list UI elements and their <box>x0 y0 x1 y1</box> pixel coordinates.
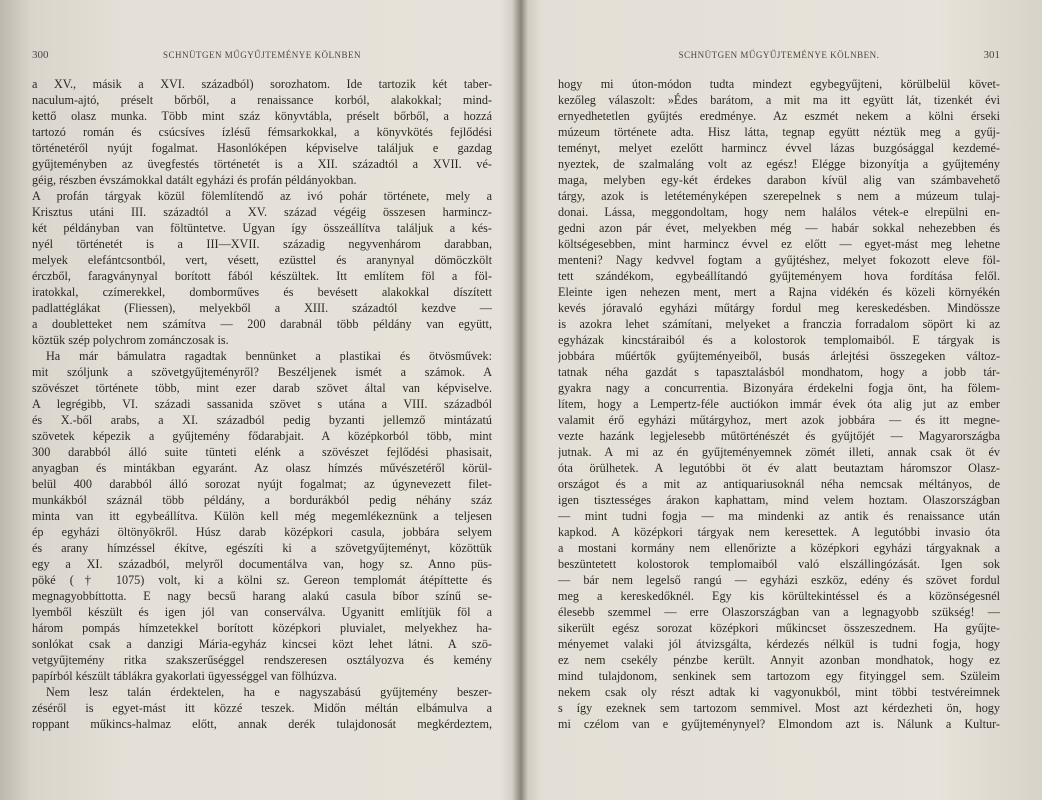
text-line: tartozó román és csúcsíves ízlésű fémsarkokkal, a könyvkötés fejlődési <box>32 125 492 139</box>
text-line: kapkod. A középkori tárgyak nem keresettek. A legutóbbi invasio óta <box>558 525 1000 539</box>
text-line: nekem csak oly részt adtak ki vagyonukból, mint többi testvéreimnek <box>558 685 1000 699</box>
text-line: és arany hímzéssel ékítve, egészíti ki a szövetgyűjteményt, közöttük <box>32 541 492 555</box>
text-line: mit szóljunk a szövetgyűjteményről? Beszéljenek ismét a számok. A <box>32 365 492 379</box>
text-line: padlattéglákat (Fliessen), melyekből a XIII. századtól kezdve — <box>32 301 492 315</box>
text-line: Krisztus utáni III. századtól a XV. század végéig összesen harmincz- <box>32 205 492 219</box>
text-line: papírból készült táblákra gyakorlati ügyességgel van fölhúzva. <box>32 669 337 683</box>
text-line: a mostani kormány nem ellenőrizte a középkori egyházi tárgyaknak a <box>558 541 1000 555</box>
text-line: tárgy, azok is letéteményképen szerepelnek s nem a múzeum tulaj- <box>558 189 1000 203</box>
text-line: ép egyházi öltönyökről. Húsz darab középkori casula, jobbára selyem <box>32 525 492 539</box>
text-line: megnagyobbíttotta. E nagy becsű harang alakú casula bíbor színű se- <box>32 589 492 603</box>
text-line: gyakra nagy a concurrentia. Bizonyára érdekelni fogja önt, ha fölem- <box>558 381 1000 395</box>
text-line: Eleinte igen nehezen ment, mert a Rajna vidékén és közeli környékén <box>558 285 1000 299</box>
text-line: ményemet valaki jól átvizsgálta, kérdezés nélkül is tudni fogja, hogy <box>558 637 1000 651</box>
text-line: tatnak néha gazdát s tapasztalásból mondhatom, hogy a jobb tár- <box>558 365 1000 379</box>
text-line: lítem, hogy a Lempertz-féle auctiókon immár évek óta alig jut az ember <box>558 397 1000 411</box>
text-line: melyek elefántcsontból, vert, vésett, ezüsttel és aranynyal dömöczkölt <box>32 253 492 267</box>
text-line: meg a kereskedőknél. Egy kis körültekintéssel és a közönségesnél <box>558 589 1000 603</box>
text-line: sonlókat csak a danzigi Mária-egyház kincsei közt lehet látni. A szö- <box>32 637 492 651</box>
text-line: naculum-ajtó, préselt bőrből, a renaissance korból, alakokkal; mind- <box>32 93 492 107</box>
right-running-head <box>558 50 1000 66</box>
text-line: ernyedhetetlen gyűjtés eredménye. Az eszmét nekem a kölni érseki <box>558 109 1000 123</box>
text-line: köztük szép polychrom zománczosak is. <box>32 333 229 347</box>
text-line: kezőleg válaszolt: »Édes barátom, a mit ma itt együtt lát, tizenkét évi <box>558 93 1000 107</box>
left-page-number: 300 <box>32 49 49 61</box>
text-line: valamit érő egyházi műtárgyhoz, mert azok jobbára — és itt megne- <box>558 413 1000 427</box>
right-page <box>558 0 1000 800</box>
text-line: igen tisztességes árakon kaphattam, mind velem hoztam. Olaszországban <box>558 493 1000 507</box>
book-gutter <box>512 0 528 800</box>
text-line: s így ezeknek sem tartozom semmivel. Most azt kérdezheti ön, hogy <box>558 701 1000 715</box>
text-line: gyűjteményben az üvegfestés történetét is a XII. századtól a XVII. vé- <box>32 157 492 171</box>
text-line: A profán tárgyak közül fölemlítendő az ivó pohár története, mely a <box>32 189 492 203</box>
right-text-block <box>558 76 1000 732</box>
text-line: 300 darabból álló suite tünteti elénk a szövészet fejlődési phasisait, <box>32 445 492 459</box>
text-line: vezte hazánk legjelesebb műtörténészét és gyűjtőjét — Magyarországba <box>558 429 1000 443</box>
text-line: jutnak. A mi az én gyűjteményemnek zömét illeti, annak csak öt év <box>558 445 1000 459</box>
text-line: érczből, faragványnyal borított fából készültek. Itt említem föl a föl- <box>32 269 492 283</box>
text-line: jobbára műértők gyűjteményeiből, busás árlejtési összegeken változ- <box>558 349 1000 363</box>
text-line: múzeum története adta. Hisz látta, tegnap együtt néztük meg a gyűj- <box>558 125 1000 139</box>
text-line: pöké († 1075) volt, ki a kölni sz. Gereon templomát átépíttette és <box>32 573 492 587</box>
text-line: anyagban és mintákban egyaránt. Az olasz hímzés művészetéről körül- <box>32 461 492 475</box>
text-line: szövetek képezik a gyűjtemény fődarabjait. A középkorból több, mint <box>32 429 492 443</box>
left-running-title: SCHNÜTGEN MŰGYŰJTEMÉNYE KÖLNBEN <box>163 50 361 60</box>
text-line: kevés jóravaló egyházi műtárgy fordul meg kereskedésben. Mindössze <box>558 301 1000 315</box>
text-line: mind tulajdonom, senkinek sem tartozom egy fityinggel sem. Szüleim <box>558 669 1000 683</box>
text-line: óta örülhetek. A legutóbbi öt év alatt beutaztam háromszor Olasz- <box>558 461 1000 475</box>
text-line: egy a XI. századból, melyről documentálva van, hogy sz. Anno püs- <box>32 557 492 571</box>
text-line: országot és a mit az antiquariusoknál néha nemcsak méltányos, de <box>558 477 1000 491</box>
text-line: mi czélom van e gyűjteménynyel? Elmondom azt is. Nálunk a Kultur- <box>558 717 1000 731</box>
text-line: — mint tudni fogja — ma mindenki az antik és renaissance után <box>558 509 1000 523</box>
text-line: sikerült egész sorozat középkori műkincset összeszednem. Ha gyűjte- <box>558 621 1000 635</box>
text-line: lyemből készült és igen jól van conserválva. Ugyanitt említjük föl a <box>32 605 492 619</box>
text-line: maga, melyben egy-két érdekes darabon kívül alig van számbavehető <box>558 173 1000 187</box>
text-line: egyházak kincstáraiból és a kolostorok templomaiból. E tárgyak is <box>558 333 1000 347</box>
text-line: géig, részben évszámokkal datált egyházi és profán példányokban. <box>32 173 357 187</box>
text-line: hogy mi úton-módon tudta mindezt egybegyűjteni, körülbelül követ- <box>558 77 1000 91</box>
text-line: Nem lesz talán érdektelen, ha e nagyszabású gyűjtemény beszer- <box>46 685 492 699</box>
text-line: is azokra lehet számítani, melyeket a franczia forradalom söpört ki az <box>558 317 1000 331</box>
text-line: minta van itt egybeállítva. Külön kell még megemlékeznünk a teljesen <box>32 509 492 523</box>
left-text-block <box>32 76 492 732</box>
text-line: nyeztek, de szalmaláng volt az egész! Elégge bizonyítja a gyűjtemény <box>558 157 1000 171</box>
text-line: donai. Lássa, meggondoltam, hogy nem halálos vétek-e elrepülni en- <box>558 205 1000 219</box>
text-line: menteni? Nagy kedvvel fogtam a gyűjtéshez, melyet fokozott eleve föl- <box>558 253 1000 267</box>
text-line: zéséről is egyet-mást itt közzé teszek. Midőn méltán elbámulva a <box>32 701 492 715</box>
text-line: A legrégibb, VI. századi sassanida szövet s utána a VIII. századból <box>32 397 492 411</box>
text-line: szövészet története több, mint ezer darab szövet által van képviselve. <box>32 381 492 395</box>
text-line: élesebb szemmel — erre Olaszországban van a legnagyobb szükség! — <box>558 605 1000 619</box>
text-line: a XV., másik a XVI. századból) sorozhatom. Ide tartozik két taber- <box>32 77 492 91</box>
left-page <box>32 0 492 800</box>
right-running-title: SCHNÜTGEN MŰGYŰJTEMÉNYE KÖLNBEN. <box>678 50 880 60</box>
left-running-head <box>32 50 492 66</box>
text-line: ez nem csekély pénzbe került. Annyit azonban mondhatok, hogy ez <box>558 653 1000 667</box>
text-line: gedni azon pár évet, melyekben még — habár sokkal nehezebben és <box>558 221 1000 235</box>
text-line: történetéről nyújt fogalmat. Hasonlóképen képviselve találjuk e gazdag <box>32 141 492 155</box>
text-line: kettő olasz munka. Több mint száz könyvtábla, préselt bőrből, a hozzá <box>32 109 492 123</box>
text-line: három pompás hímzetekkel borított középkori pluvialet, melyekhez ha- <box>32 621 492 635</box>
text-line: nyél történetét is a III—XVII. századig negyvenhárom darabban, <box>32 237 492 251</box>
text-line: beszüntetett kolostorok templomaiból való elszállingózását. Igen sok <box>558 557 1000 571</box>
text-line: két példányban van föltüntetve. Ugyan így összeállítva találjuk a kés- <box>32 221 492 235</box>
text-line: vetgyűjtemény ritka szakszerűséggel rendszeresen osztályozva és kemény <box>32 653 492 667</box>
right-page-number: 301 <box>983 49 1000 61</box>
text-line: a doubletteket nem számítva — 200 darabnál több példány van együtt, <box>32 317 492 331</box>
text-line: költségesebben, mint harmincz évvel ez előtt — egyet-mást meg lehetne <box>558 237 1000 251</box>
text-line: roppant műkincs-halmaz előtt, annak derék tulajdonosát megkérdeztem, <box>32 717 492 731</box>
text-line: — bár nem legelső rangú — egyházi eszköz, edény és szövet fordul <box>558 573 1000 587</box>
text-line: tett szándékom, egybeállítandó gyűjteményem hova fordítása felől. <box>558 269 1000 283</box>
text-line: teményt, melyet ezelőtt harmincz évvel lázas buzgósággal kezdemé- <box>558 141 1000 155</box>
text-line: belül 400 darabból álló sorozat nyújt fogalmat; az úgynevezett filet- <box>32 477 492 491</box>
text-line: munkákból száznál több példány, a bordurákból pedig néhány száz <box>32 493 492 507</box>
text-line: Ha már bámulatra ragadtak bennünket a plastikai és ötvösművek: <box>46 349 492 363</box>
text-line: és X.-ből arabs, a XI. századból pedig byzanti jellemző mintázatú <box>32 413 492 427</box>
text-line: iratokkal, czímerekkel, domborműves és bevésett alakokkal díszített <box>32 285 492 299</box>
